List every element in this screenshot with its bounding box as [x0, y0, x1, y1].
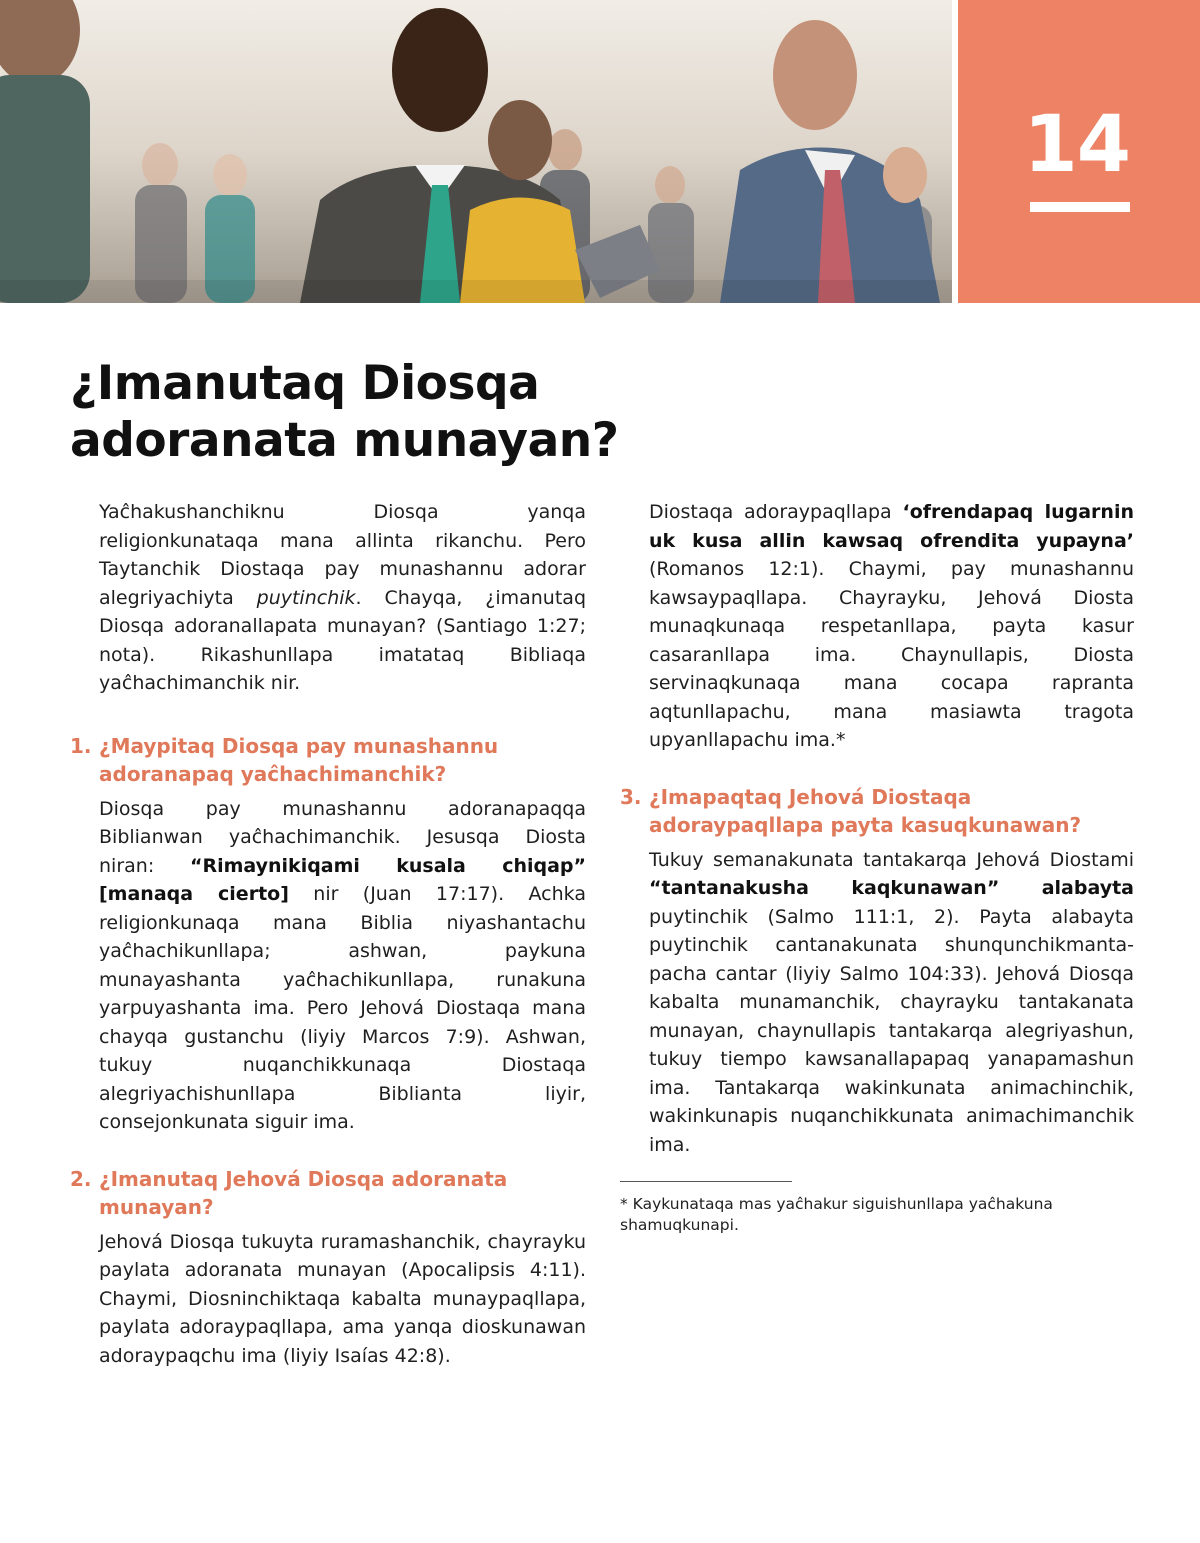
header-photo [0, 0, 952, 303]
left-column [70, 498, 586, 1370]
intro-paragraph [99, 498, 586, 698]
question-2 [70, 1165, 586, 1222]
question-number: 1. [70, 733, 92, 758]
answer-3 [649, 846, 1134, 1160]
right-column [620, 498, 1134, 1236]
intro-italic: puytinchik [256, 586, 356, 609]
question-text: ¿Imanutaq Jehová Diosqa adoranata munayan? [99, 1166, 508, 1219]
answer-bold: “tantanakusha kaqkunawan” alabayta [649, 877, 1134, 899]
answer-1 [99, 795, 586, 1137]
question-number: 2. [70, 1166, 92, 1191]
question-number: 3. [620, 784, 642, 809]
page-title: ¿Imanutaq Diosqa adoranata munayan? [70, 356, 619, 468]
chapter-number: 14 [1023, 100, 1130, 190]
intro-text-b: . Chayqa, ¿imanutaq Diosqa adoranallapata munayan? (Santiago 1:27; nota). Rikashunllapa imatataq Bibliaqa yaĉhachimanchik nir. [99, 586, 587, 694]
answer-text-a: Diosqa pay munashannu adoranapaqqa Biblianwan yaĉhachimanchik. Jesusqa Diosta niran: [99, 797, 586, 877]
answer-bold: “Rimaynikiqami kusala chiqap” [manaqa cierto] [99, 854, 587, 905]
continuation-text-b: (Romanos 12:1). Chaymi, pay munashannu kawsaypaqllapa. Chayrayku, Jehová Diosta munaqkunaqa respetanllapa, payta kasur casaranllapa ima. Chaynullapis, Diosta servinaqkunaqa mana cocapa rapranta aqtunllapachu, mana masiawta tragota upyanllapachu ima.* [649, 558, 1134, 751]
congregation-singing-photo [0, 0, 952, 303]
question-text: ¿Imapaqtaq Jehová Diostaqa adoraypaqllapa payta kasuqkunawan? [649, 784, 1082, 837]
continuation-text-a: Diostaqa adoraypaqllapa [649, 501, 903, 523]
continuation-bold: ‘ofrendapaq lugarnin uk kusa allin kawsaq ofrendita yupayna’ [649, 501, 1134, 552]
chapter-underline [1030, 202, 1130, 212]
answer-text-b: puytinchik (Salmo 111:1, 2). Payta alabayta puytinchik cantanakunata shunqunchikmanta-pacha cantar (liyiy Salmo 104:33). Jehová Diosqa kabalta munamanchik, chayrayku tantakanata munayan, chaynullapis tantakarqa alegriyashun, tukuy tiempo kawsanallapapaq yanapamashun ima. Tantakarqa wakinkunata animachinchik, wakinkunapis nuqanchikkunata animachimanchik ima. [649, 905, 1134, 1156]
question-3 [620, 783, 1134, 840]
answer-text-b: nir (Juan 17:17). Achka religionkunaqa mana Biblia niyashantachu yaĉhachikunllapa; ashwan, paykuna munayashanta yaĉhachikunllapa, runakuna yarpuyashanta ima. Pero Jehová Diostaqa mana chayqa gustanchu (liyiy Marcos 7:9). Ashwan, tukuy nuqanchikkunaqa Diostaqa alegriyachishunllapa Biblianta liyir, consejonkunata siguir ima. [99, 883, 586, 1133]
question-1 [70, 732, 586, 789]
answer-2-continuation [649, 498, 1134, 755]
footnote-divider [620, 1181, 792, 1182]
chapter-badge [958, 0, 1200, 303]
question-text: ¿Maypitaq Diosqa pay munashannu adoranapaq yaĉhachimanchik? [99, 733, 499, 786]
intro-text-a: Yaĉhakushanchiknu Diosqa yanqa religionkunataqa mana allinta rikanchu. Pero Taytanchik Diostaqa pay munashannu adorar alegriyachiyta [99, 501, 586, 609]
answer-2: Jehová Diosqa tukuyta ruramashanchik, chayrayku paylata adoranata munayan (Apocalipsis 4:11). Chaymi, Diosninchiktaqa kabalta munaypaqllapa, paylata adoraypaqllapa, ama yanqa dioskunawan adoraypaqchu ima (liyiy Isaías 42:8). [99, 1230, 586, 1367]
footnote: * Kaykunataqa mas yaĉhakur siguishunllapa yaĉhakuna shamuqkunapi. [620, 1195, 1053, 1234]
answer-text-a: Tukuy semanakunata tantakarqa Jehová Diostami [649, 848, 1134, 871]
